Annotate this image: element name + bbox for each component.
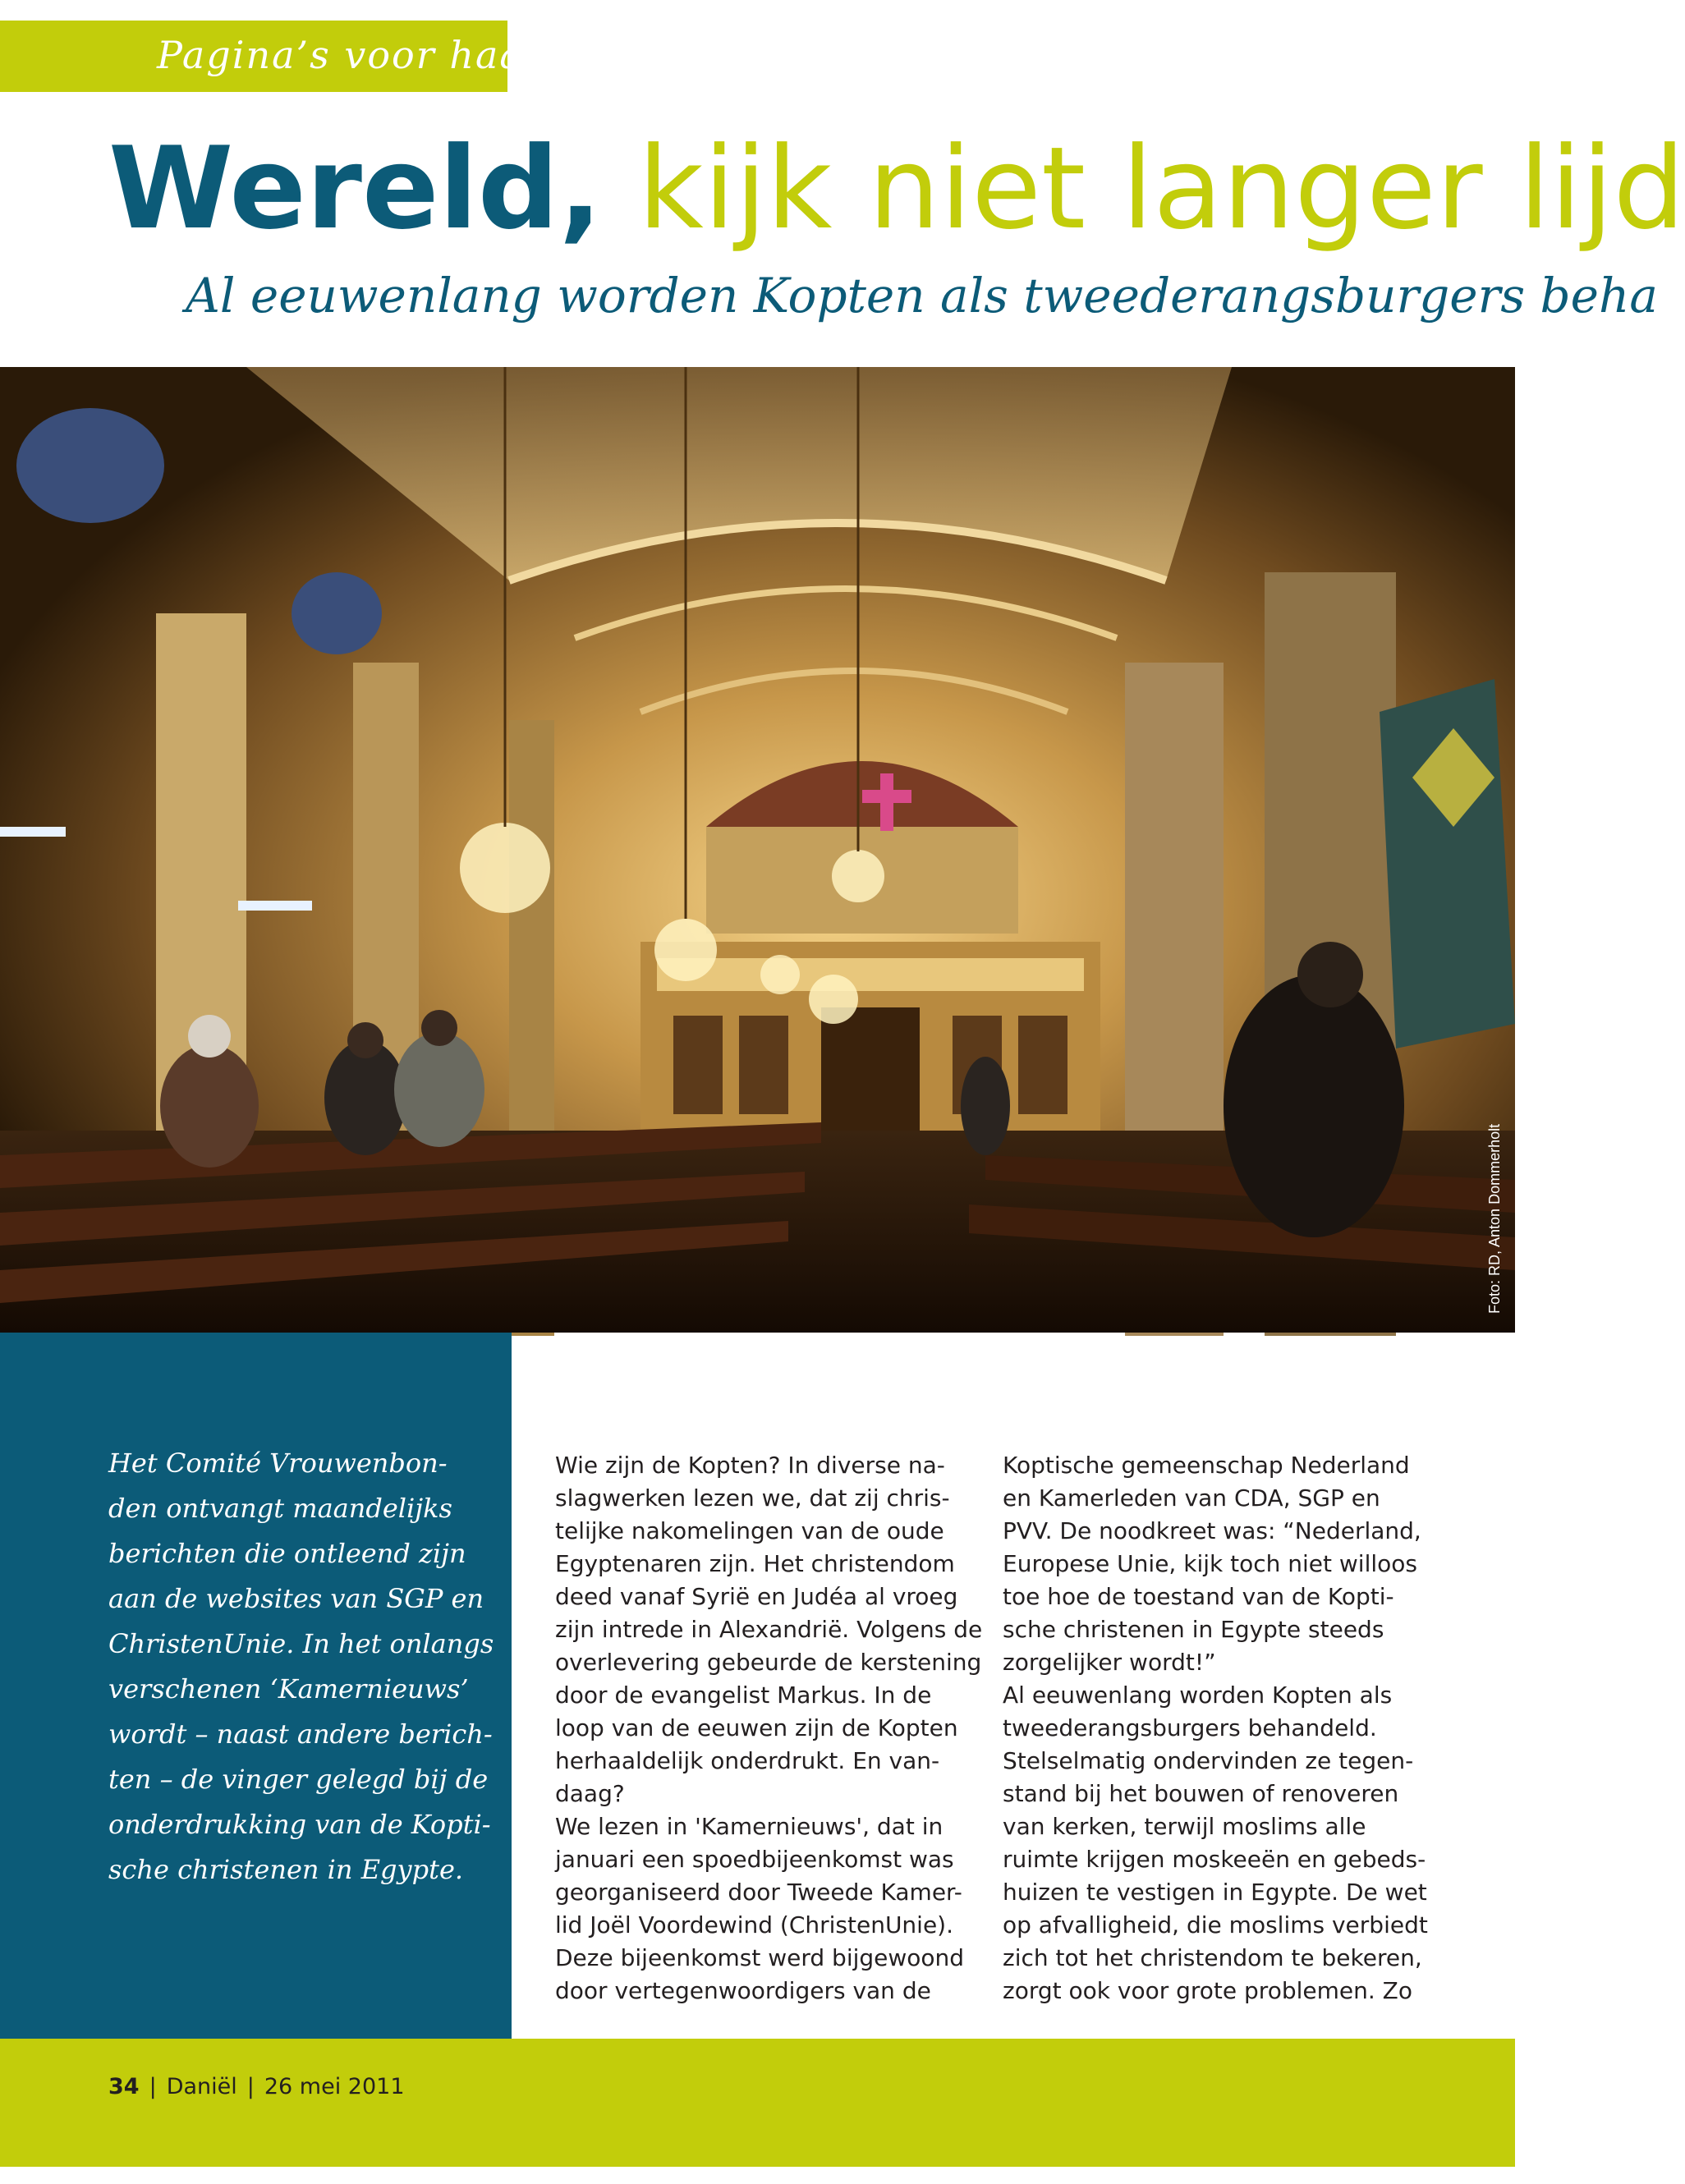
church-interior-photo <box>0 367 1515 1333</box>
body-line: lid Joël Voordewind (ChristenUnie). <box>555 1911 954 1939</box>
body-line: zorgelijker wordt!” <box>1003 1649 1216 1676</box>
intro-line: wordt – naast andere berich- <box>108 1718 493 1750</box>
body-line: huizen te vestigen in Egypte. De wet <box>1003 1879 1427 1906</box>
body-line: daag? <box>555 1780 625 1807</box>
body-line: telijke nakomelingen van de oude <box>555 1517 944 1544</box>
body-line: sche christenen in Egypte steeds <box>1003 1616 1384 1643</box>
body-line: Egyptenaren zijn. Het christendom <box>555 1550 955 1577</box>
body-line: PVV. De noodkreet was: “Nederland, <box>1003 1517 1421 1544</box>
body-line: We lezen in 'Kamernieuws', dat in <box>555 1813 944 1840</box>
body-line: Stelselmatig ondervinden ze tegen- <box>1003 1747 1414 1774</box>
body-line: stand bij het bouwen of renoveren <box>1003 1780 1399 1807</box>
intro-line: verschenen ‘Kamernieuws’ <box>108 1673 469 1705</box>
intro-line: aan de websites van SGP en <box>108 1583 484 1614</box>
issue-date: 26 mei 2011 <box>264 2074 405 2099</box>
body-line: Al eeuwenlang worden Kopten als <box>1003 1682 1393 1709</box>
headline-light: kijk niet langer lijd <box>602 122 1685 255</box>
body-line: loop van de eeuwen zijn de Kopten <box>555 1714 958 1741</box>
body-line: toe hoe de toestand van de Kopti- <box>1003 1583 1394 1610</box>
page-number: 34 <box>108 2074 140 2099</box>
body-line: overlevering gebeurde de kerstening <box>555 1649 982 1676</box>
body-line: Wie zijn de Kopten? In diverse na- <box>555 1452 945 1479</box>
body-line: Deze bijeenkomst werd bijgewoond <box>555 1944 965 1971</box>
publication-name: Daniël <box>166 2074 237 2099</box>
body-line: zijn intrede in Alexandrië. Volgens de <box>555 1616 983 1643</box>
footer-separator: | <box>149 2074 157 2099</box>
body-line: georganiseerd door Tweede Kamer- <box>555 1879 962 1906</box>
body-line: door de evangelist Markus. In de <box>555 1682 932 1709</box>
body-line: zich tot het christendom te bekeren, <box>1003 1944 1422 1971</box>
intro-line: ten – de vinger gelegd bij de <box>108 1764 489 1795</box>
page-footer <box>108 2074 405 2099</box>
body-line: tweederangsburgers behandeld. <box>1003 1714 1377 1741</box>
headline-bold: Wereld, <box>108 122 603 255</box>
body-line: ruimte krijgen moskeeën en gebeds- <box>1003 1846 1426 1873</box>
subheadline: Al eeuwenlang worden Kopten als tweederangsburgers beha <box>186 268 1658 323</box>
intro-line: Het Comité Vrouwenbon- <box>108 1448 448 1479</box>
intro-text <box>108 1441 494 1893</box>
footer-bar <box>0 2039 1515 2167</box>
intro-line: ChristenUnie. In het onlangs <box>108 1628 494 1659</box>
body-line: van kerken, terwijl moslims alle <box>1003 1813 1366 1840</box>
body-line: herhaaldelijk onderdrukt. En van- <box>555 1747 940 1774</box>
headline <box>108 122 1685 255</box>
body-line: zorgt ook voor grote problemen. Zo <box>1003 1977 1412 2004</box>
church-interior-illustration <box>0 367 1515 1333</box>
body-line: op afvalligheid, die moslims verbiedt <box>1003 1911 1428 1939</box>
intro-line: sche christenen in Egypte. <box>108 1854 464 1885</box>
body-line: door vertegenwoordigers van de <box>555 1977 931 2004</box>
intro-line: berichten die ontleend zijn <box>108 1538 466 1569</box>
body-line: deed vanaf Syrië en Judéa al vroeg <box>555 1583 958 1610</box>
footer-separator: | <box>246 2074 255 2099</box>
body-line: januari een spoedbijeenkomst was <box>555 1846 954 1873</box>
body-column-2 <box>1003 1449 1428 2007</box>
photo-credit: Foto: RD, Anton Dommerholt <box>1486 1123 1503 1314</box>
body-line: Koptische gemeenschap Nederland <box>1003 1452 1410 1479</box>
body-line: en Kamerleden van CDA, SGP en <box>1003 1484 1380 1512</box>
intro-line: onderdrukking van de Kopti- <box>108 1809 491 1840</box>
body-line: slagwerken lezen we, dat zij chris- <box>555 1484 950 1512</box>
body-line: Europese Unie, kijk toch niet willoos <box>1003 1550 1417 1577</box>
section-label: Pagina’s voor haar <box>157 33 544 77</box>
body-column-1 <box>555 1449 983 2007</box>
intro-line: den ontvangt maandelijks <box>108 1493 452 1524</box>
